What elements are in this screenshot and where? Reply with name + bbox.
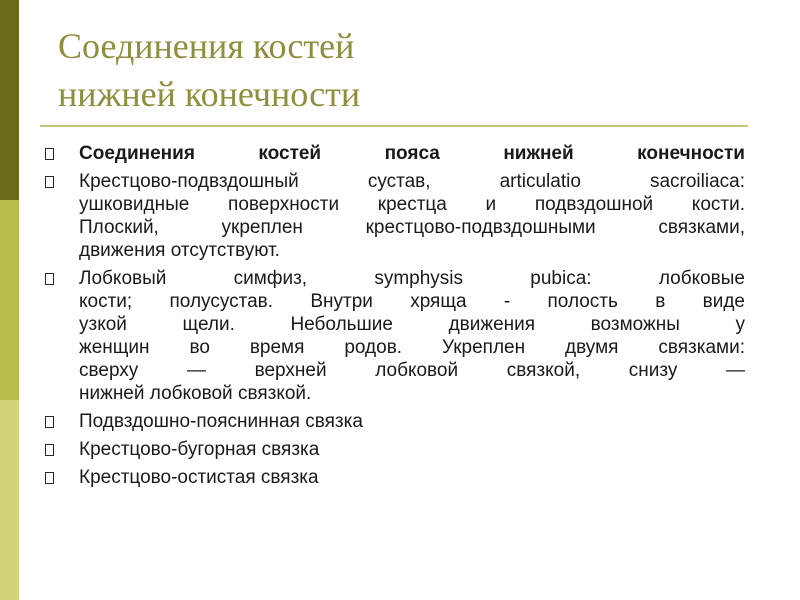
bullet-line: Соединения костей пояса нижней конечности (79, 143, 745, 164)
bullet-line: Крестцово-остистая связка (79, 467, 319, 488)
bullet-text (79, 466, 745, 489)
bullet-text (79, 410, 745, 433)
bullet-line: узкой щели. Небольшие движения возможны у (79, 314, 745, 335)
bullet-item (45, 142, 745, 165)
title-line-2: нижней конечности (58, 74, 361, 114)
bullet-line: Крестцово-подвздошный сустав, articulatio sacroiliaca: (79, 171, 745, 192)
bullet-text (79, 267, 745, 405)
bullet-text (79, 170, 745, 262)
side-bar-mid (0, 200, 19, 400)
side-bar-dark (0, 0, 19, 200)
bullet-line: сверху — верхней лобковой связкой, снизу — (79, 360, 745, 381)
bullet-item (45, 170, 745, 262)
bullet-line: Крестцово-бугорная связка (79, 439, 320, 460)
bullet-line: движения отсутствуют. (79, 240, 280, 261)
side-bar-light (0, 400, 19, 600)
bullet-line: кости; полусустав. Внутри хряща - полость в виде (79, 291, 745, 312)
bullet-line: женщин во время родов. Укреплен двумя связками: (79, 337, 745, 358)
bullet-item (45, 267, 745, 405)
bullet-item (45, 438, 745, 461)
bullet-square-icon (45, 416, 54, 428)
title-divider (40, 125, 748, 127)
bullet-square-icon (45, 273, 54, 285)
bullet-text (79, 142, 745, 165)
bullet-square-icon (45, 444, 54, 456)
bullet-line: нижней лобковой связкой. (79, 383, 312, 404)
bullet-list (45, 142, 745, 494)
bullet-line: ушковидные поверхности крестца и подвздошной кости. (79, 194, 745, 215)
bullet-square-icon (45, 148, 54, 160)
bullet-item (45, 410, 745, 433)
bullet-line: Плоский, укреплен крестцово-подвздошными связками, (79, 217, 745, 238)
bullet-line: Подвздошно-пояснинная связка (79, 411, 363, 432)
bullet-square-icon (45, 176, 54, 188)
bullet-line: Лобковый симфиз, symphysis pubica: лобковые (79, 268, 745, 289)
title-line-1: Соединения костей (58, 26, 355, 66)
bullet-item (45, 466, 745, 489)
slide-title (58, 22, 758, 118)
bullet-square-icon (45, 472, 54, 484)
bullet-text (79, 438, 745, 461)
